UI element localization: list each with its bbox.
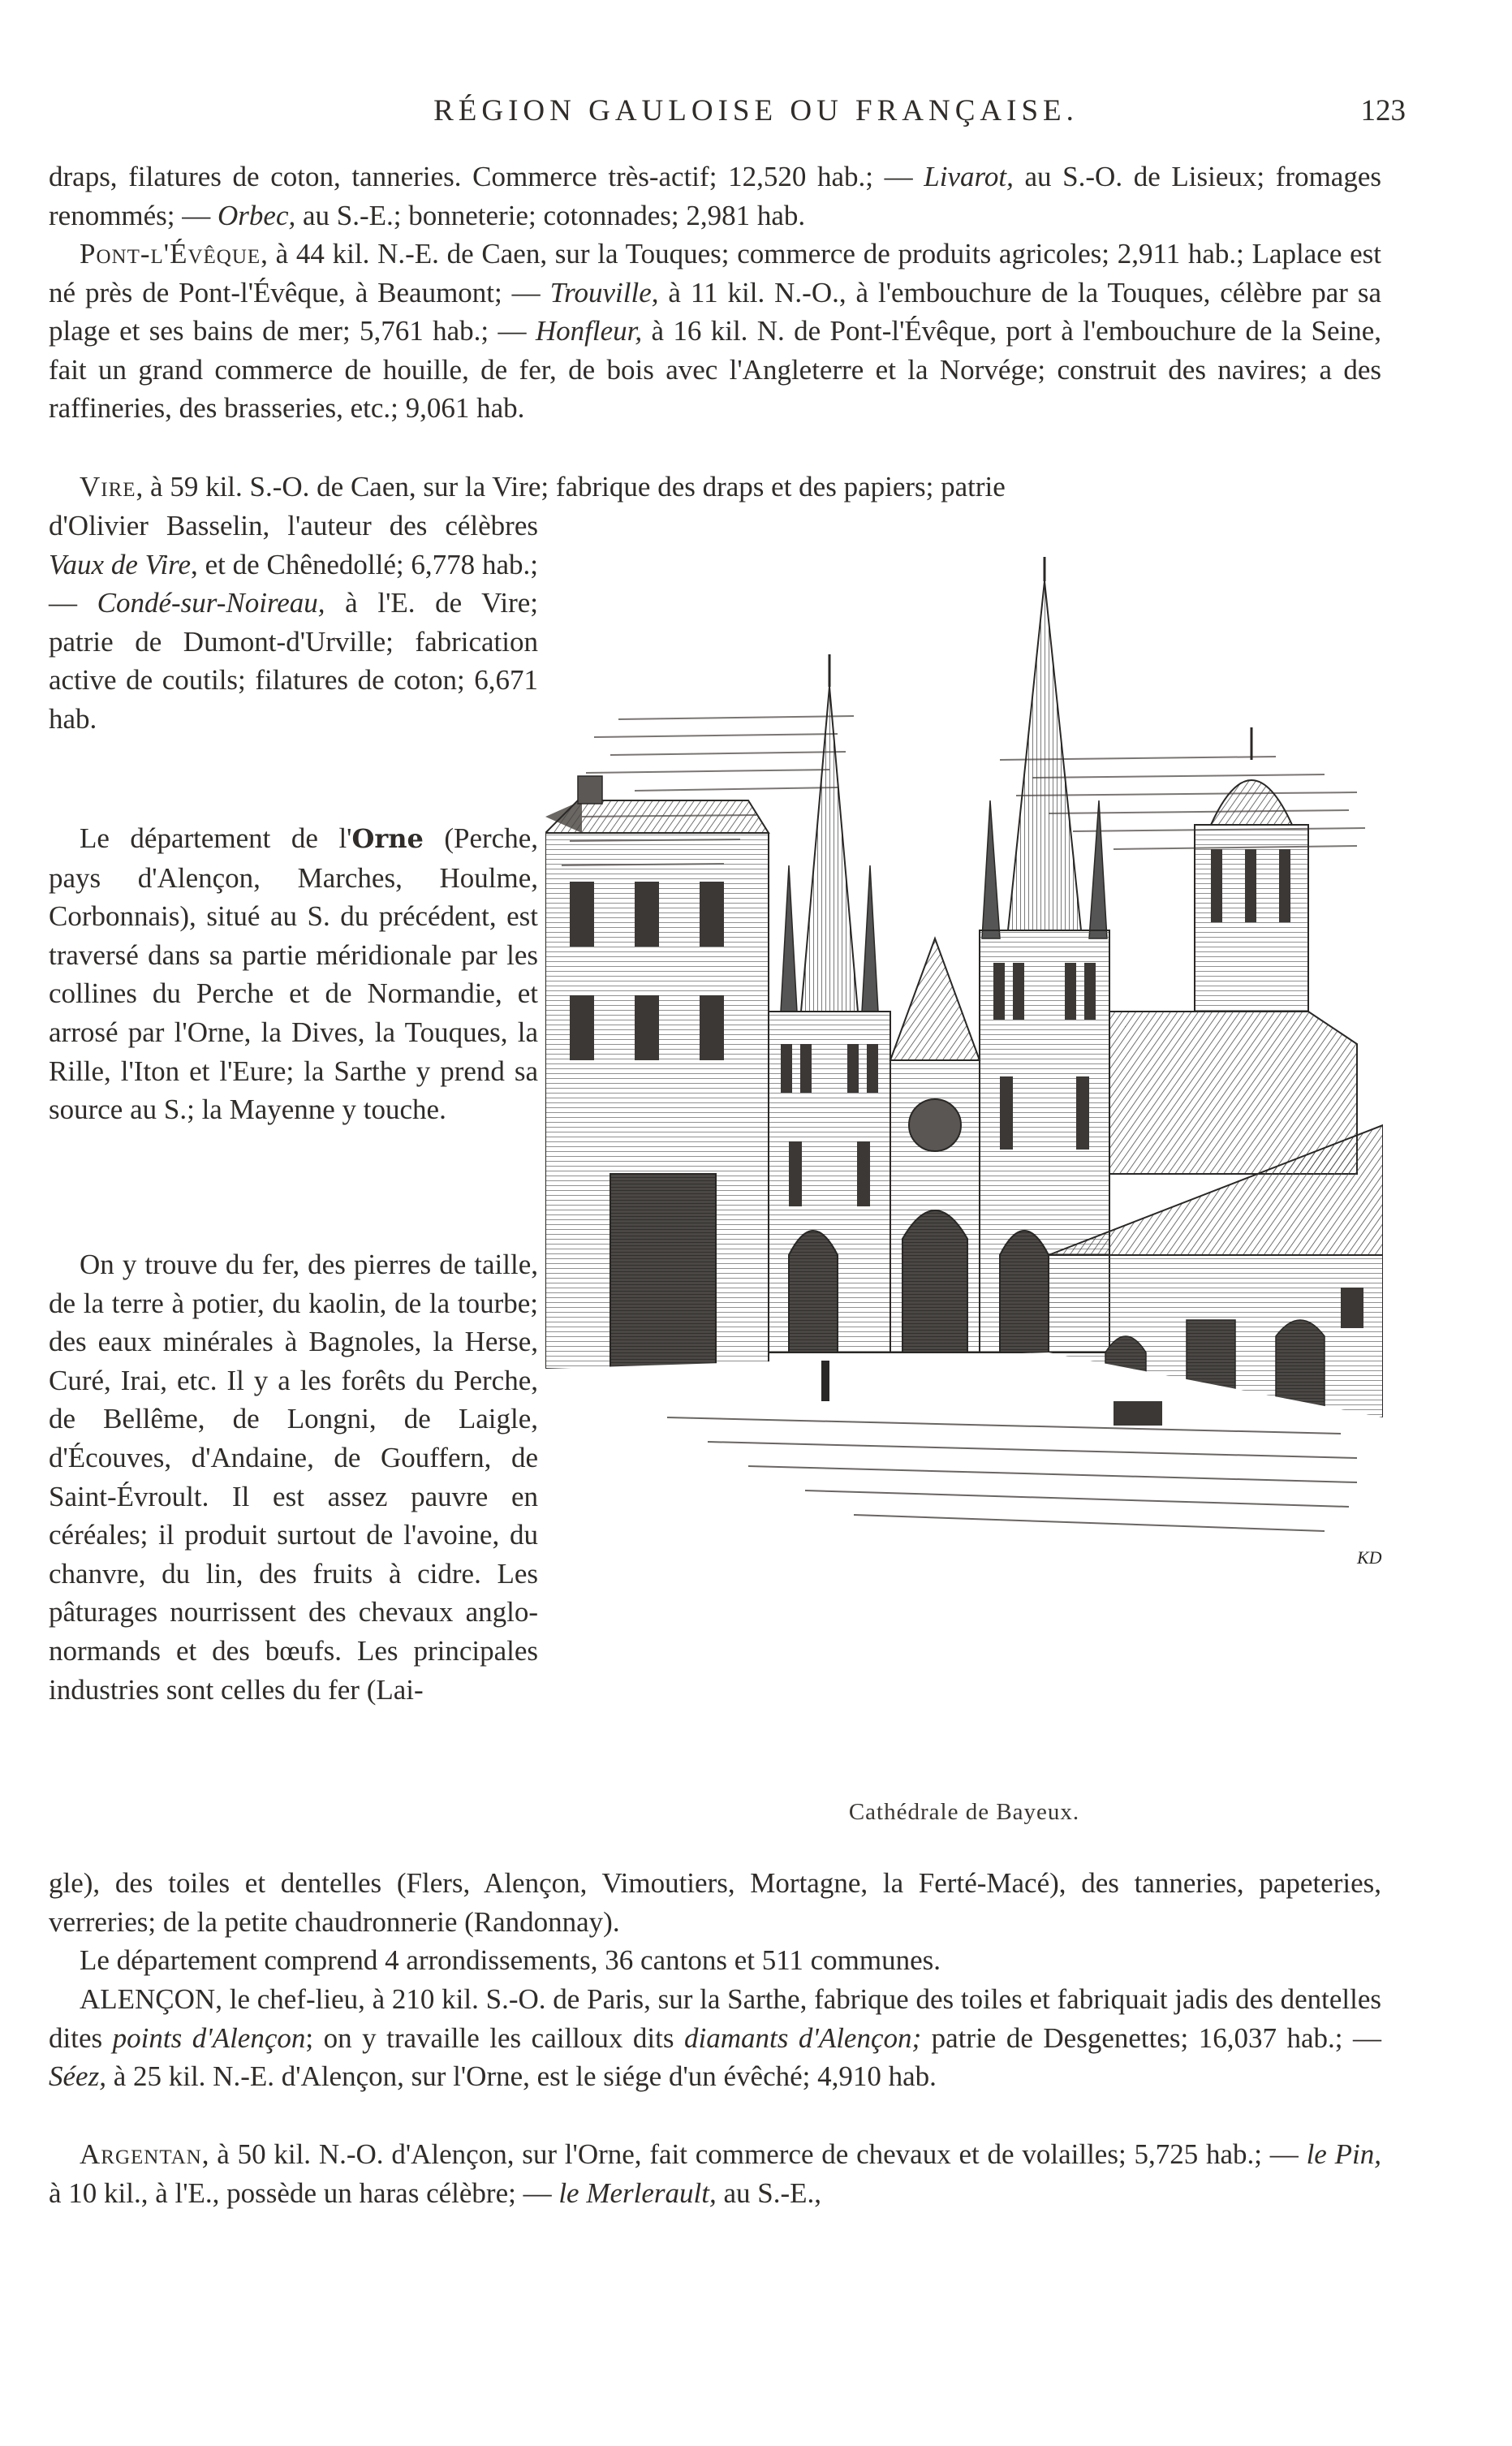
text-run: au S.-O. de Lisieux; fromages renommés; —	[49, 161, 1381, 231]
page-number: 123	[1360, 94, 1406, 127]
paragraph-orne-industries	[49, 1864, 1381, 1941]
paragraph-vire-continued	[49, 507, 538, 739]
text-run: , à 50 kil. N.-O. d'Alençon, sur l'Orne, fait commerce de chevaux et de volailles; 5,725 hab.; —	[201, 2138, 1307, 2170]
department-name: Orne	[351, 823, 424, 854]
place-name: Pont-l'Évêque	[80, 238, 261, 270]
text-run: gle), des toiles et dentelles (Flers, Alençon, Vimoutiers, Mortagne, la Ferté-Macé), des tanneries, papeteries, verreries; de la petite chaudronnerie (Randonnay).	[49, 1867, 1381, 1938]
left-houses	[545, 776, 769, 1369]
place-name: Orbec,	[218, 199, 296, 231]
cathedral-engraving	[545, 557, 1383, 1775]
text-run: ALENÇON, le chef-lieu, à 210 kil. S.-O. de Paris, sur la Sarthe, fabrique des toiles et fabriquait jadis des dentelles dites	[49, 1983, 1381, 2054]
horse-cart	[1114, 1401, 1162, 1426]
rose-window	[909, 1099, 961, 1151]
text-run: d'Olivier Basselin, l'auteur des célèbres	[49, 510, 538, 541]
text-run: patrie de Desgenettes; 16,037 hab.; —	[921, 2021, 1381, 2054]
product-name: diamants d'Alençon;	[683, 2021, 922, 2054]
engraver-signature: KD	[1357, 1547, 1382, 1568]
place-name: le Pin,	[1306, 2138, 1381, 2170]
text-run: draps, filatures de coton, tanneries. Commerce très-actif; 12,520 hab.; —	[49, 161, 924, 192]
right-spire	[982, 557, 1107, 938]
text-run: à 25 kil. N.-E. d'Alençon, sur l'Orne, est le siége d'un évêché; 4,910 hab.	[106, 2060, 937, 2093]
text-run: ; on y travaille les cailloux dits	[305, 2021, 684, 2054]
figure-caption: Cathédrale de Bayeux.	[848, 1799, 1080, 1825]
place-name: Argentan	[80, 2138, 202, 2170]
text-run: à 10 kil., à l'E., possède un haras célèbre; —	[49, 2176, 559, 2209]
paragraph-orne-administration	[49, 1941, 1381, 1980]
cathedral-illustration	[545, 557, 1383, 1775]
text-run: , et de Chênedollé; 6,778 hab.; —	[49, 548, 538, 619]
text-run: Le département comprend 4 arrondissements, 36 cantons et 511 communes.	[80, 1944, 941, 1976]
paragraph-argentan	[49, 2135, 1381, 2212]
paragraph-alencon	[49, 1980, 1381, 2096]
place-name: Séez,	[49, 2060, 106, 2093]
left-spire	[781, 654, 878, 1012]
text-run: à 16 kil. N. de Pont-l'Évêque, port à l'embouchure de la Seine, fait un grand commerce de houille, de fer, de bois avec l'Angleterre et la Norvége; construit des navires; a des raffineries, des brasseries, etc.; 9,061 hab.	[49, 315, 1381, 425]
product-name: points d'Alençon	[112, 2021, 306, 2054]
place-name: Honfleur,	[535, 315, 643, 347]
place-name: Trouville,	[549, 276, 659, 308]
paragraph-pont-l-eveque	[49, 235, 1381, 428]
running-header: RÉGION GAULOISE OU FRANÇAISE.	[433, 94, 1079, 127]
place-name: Livarot,	[924, 161, 1014, 192]
text-run: (Perche, pays d'Alençon, Marches, Houlme, Corbonnais), situé au S. du précédent, est traversé dans sa partie méridionale par les collines du Perche et de Normandie, et arrosé par l'Orne, la Dives, la Touques, la Rille, l'Iton et l'Eure; la Sarthe y prend sa source au S.; la Mayenne y touche.	[49, 822, 538, 1126]
crossing-tower	[1195, 727, 1308, 1012]
place-name: Vire	[80, 471, 136, 503]
text-run: On y trouve du fer, des pierres de taille, de la terre à potier, du kaolin, de la tourbe; des eaux minérales à Bagnoles, la Herse, Curé, Irai, etc. Il y a les forêts du Perche, de Bellême, de Longni, de Laigle, d'Écouves, d'Andaine, de Gouffern, de Saint-Évroult. Il est assez pauvre en céréales; il produit surtout de l'avoine, du chanvre, du lin, des fruits à cidre. Les pâturages nourrissent des chevaux anglo-normands et des bœufs. Les principales industries sont celles du fer (Lai-	[49, 1249, 538, 1706]
text-run: au S.-E.; bonneterie; cotonnades; 2,981 hab.	[295, 199, 806, 231]
paragraph-calvados-towns	[49, 157, 1381, 235]
facade-gable	[890, 938, 980, 1060]
book-title: Vaux de Vire	[49, 548, 192, 580]
text-run: à l'E. de Vire; patrie de Dumont-d'Urville; fabrication active de coutils; filatures de coton; 6,671 hab.	[49, 587, 538, 735]
place-name: Condé-sur-Noireau,	[97, 587, 325, 619]
street-ground	[545, 1352, 1383, 1775]
paragraph-vire	[49, 468, 1381, 507]
text-run: Le département de l'	[80, 822, 352, 854]
place-name: le Merlerault,	[558, 2176, 717, 2209]
paragraph-orne-resources	[49, 1245, 538, 1709]
text-run: à 11 kil. N.-O., à l'embouchure de la Touques, célèbre par sa plage et ses bains de mer; 5,761 hab.; —	[49, 276, 1381, 347]
paragraph-orne-department	[49, 819, 538, 1129]
pedestrian-figure	[821, 1361, 829, 1401]
text-run: , à 59 kil. S.-O. de Caen, sur la Vire; fabrique des draps et des papiers; patrie	[136, 471, 1006, 503]
text-run: , à 44 kil. N.-E. de Caen, sur la Touques; commerce de produits agricoles; 2,911 hab.; Laplace est né près de Pont-l'Évêque, à Beaumont; —	[49, 238, 1381, 308]
text-run: au S.-E.,	[716, 2176, 822, 2209]
